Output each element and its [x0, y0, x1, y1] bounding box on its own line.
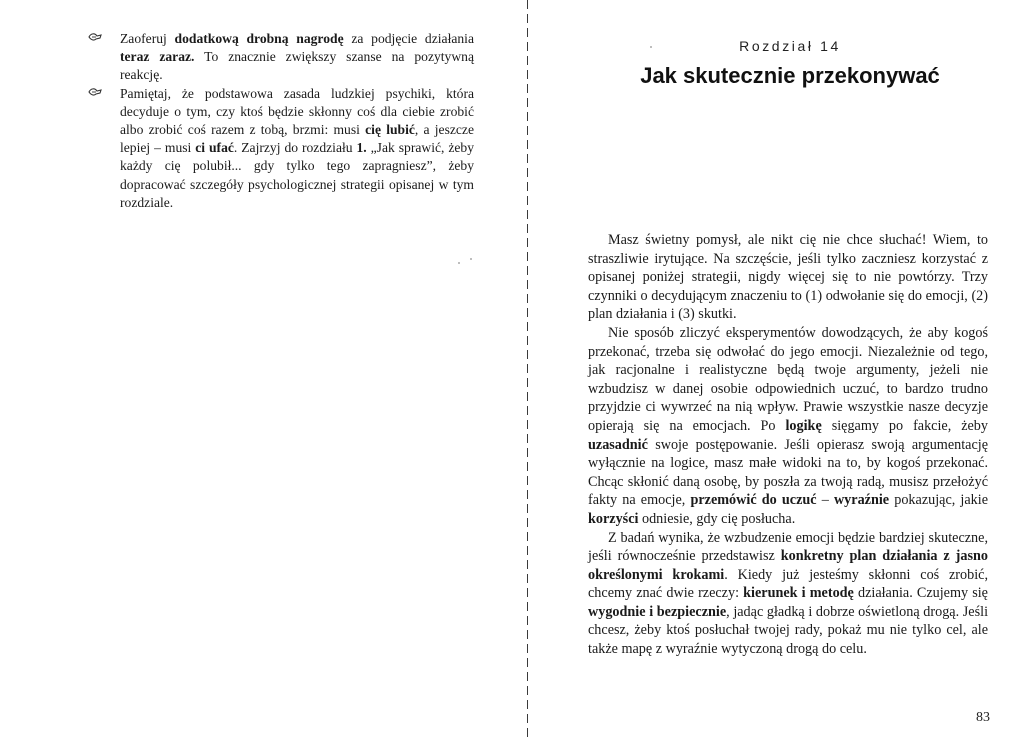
scroll-hand-icon [88, 31, 102, 43]
body-paragraph [588, 324, 988, 529]
bullet-text [120, 31, 474, 82]
emphasis-text: kierunek i metodę [743, 585, 854, 602]
emphasis-text: dodatkową drobną nagrodę [174, 31, 344, 46]
chapter-body [588, 231, 988, 659]
text-run: Masz świetny pomysł, ale nikt cię nie chce słuchać! Wiem, to straszliwie irytujące. Na szczęście, jeśli tylko zaczniesz korzystać z opisanej poniżej strategii, nigdy więcej się to nie powtórzy. Trzy czynniki o decydującym znaczeniu to (1) odwołanie się do emocji, (2) plan działania i (3) skutki. [588, 232, 988, 323]
text-run: pokazując, jakie [889, 492, 989, 509]
text-run: Zaoferuj [120, 31, 175, 46]
scan-speck [650, 46, 652, 48]
text-run: , a jeszcze lepiej – musi [120, 122, 474, 156]
text-run: działania. Czujemy się [853, 585, 988, 602]
chapter-label: Rozdział 14 [739, 38, 841, 54]
text-run: . Zajrzyj do rozdziału [233, 140, 357, 156]
text-run: . Kiedy już jesteśmy skłonni coś zrobić, chcemy znać dwie rzeczy: [588, 566, 988, 602]
text-run: sięgamy po fakcie, żeby [821, 417, 988, 434]
scan-speck [470, 258, 472, 260]
text-run: za podjęcie działania [343, 31, 474, 46]
text-run: Pamiętaj, że podstawowa zasada ludzkiej psychiki, która decyduje o tym, czy ktoś będzie skłonny coś dla ciebie zrobić albo zrobić coś razem z tobą, brzmi: musi [120, 85, 474, 138]
text-run: Z badań wynika, że wzbudzenie emocji będzie bardziej skuteczne, jeśli równocześnie przedstawisz [588, 529, 988, 565]
emphasis-text: ci ufać [195, 140, 234, 156]
emphasis-text: uzasadnić [588, 436, 648, 453]
scan-speck [458, 262, 460, 264]
emphasis-text: 1. [356, 140, 367, 156]
chapter-title: Jak skutecznie przekonywać [640, 63, 940, 88]
emphasis-text: przemówić do uczuć [690, 492, 817, 509]
scroll-hand-icon [88, 86, 102, 98]
text-run: – [816, 492, 834, 509]
text-run: To znacznie zwiększy szanse na pozytywną reakcję. [120, 49, 474, 83]
book-gutter [527, 0, 528, 742]
emphasis-text: logikę [785, 417, 822, 434]
emphasis-text: korzyści [588, 510, 639, 527]
text-run: Nie sposób zliczyć eksperymentów dowodzących, że aby kogoś przekonać, trzeba się odwołać do jego emocji. Niezależnie od tego, jak racjonalne i realistyczne będą twoje argumenty, jeżeli nie wzbudzisz w danej osobie odpowiednich uczuć, to bardzo trudno przyjdzie ci wywrzeć na nią wpływ. Prawie wszystkie nasze decyzje opierają się na emocjach. Po [588, 324, 988, 434]
emphasis-text: konkretny plan działania z jasno określonymi krokami [588, 548, 988, 583]
bullet-item [84, 85, 474, 212]
body-paragraph [588, 231, 988, 324]
text-run: , jadąc gładką i dobrze oświetloną drogą. Jeśli chcesz, żeby ktoś posłuchał twojej rady, pokaż mu nie tylko cel, ale także mapę z wyraźnie wytyczoną drogą do celu. [588, 603, 989, 658]
left-page [84, 30, 474, 212]
bullet-text [120, 86, 474, 210]
emphasis-text: wyraźnie [833, 492, 890, 509]
emphasis-text: teraz zaraz. [120, 49, 195, 65]
text-run: swoje postępowanie. Jeśli opierasz swoją argumentację wyłącznie na logice, masz małe widoki na to, by kogoś przekonać. Chcąc skłonić daną osobę, by poszła za twoją radą, musisz przełożyć fakty na emocje, [588, 436, 988, 509]
bullet-item [84, 30, 474, 85]
emphasis-text: wygodnie i bezpiecznie [588, 603, 727, 620]
emphasis-text: cię lubić [365, 122, 415, 138]
page-number: 83 [976, 710, 990, 725]
text-run: odniesie, gdy cię posłucha. [638, 510, 796, 527]
body-paragraph [588, 529, 988, 659]
text-run: „Jak sprawić, żeby każdy cię polubił... gdy tylko tego zapragniesz”, żeby dopracować szczegóły psychologicznej strategii opisanej w tym rozdziale. [120, 140, 475, 210]
